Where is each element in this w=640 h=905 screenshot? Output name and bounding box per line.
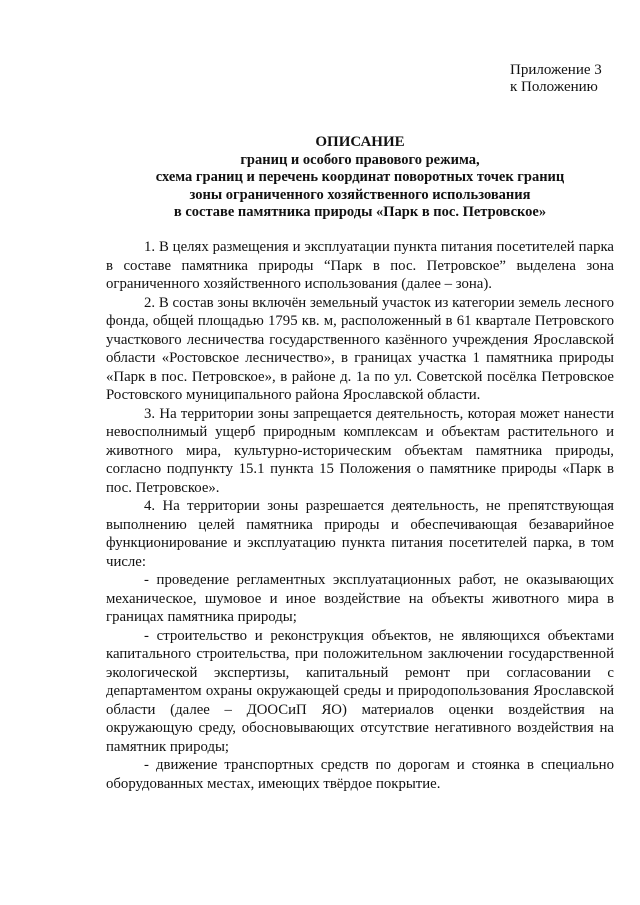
list-item-1: - проведение регламентных эксплуатационных работ, не оказывающих механическое, шумовое и иное воздействие на объекты животного мира в границах памятника природы; — [106, 572, 614, 625]
title-line-4: зоны ограниченного хозяйственного использования — [189, 186, 531, 203]
document-title — [100, 134, 620, 222]
title-line-1: ОПИСАНИЕ — [315, 134, 405, 150]
annex-reference — [510, 62, 602, 96]
title-line-5: в составе памятника природы «Парк в пос. Петровское» — [173, 204, 547, 220]
list-item-3: - движение транспортных средств по дорогам и стоянка в специально оборудованных местах, имеющих твёрдое покрытие. — [106, 757, 614, 792]
title-line-3: схема границ и перечень координат поворотных точек границ — [155, 169, 565, 185]
paragraph-2: 2. В состав зоны включён земельный участок из категории земель лесного фонда, общей площадью 1795 кв. м, расположенный в 61 квартале Петровского участкового лесничества государственного казённого учреждения Ярославской области «Ростовское лесничество», в границах участка 1 памятника природы «Парк в пос. Петровское», в районе д. 1а по ул. Советской посёлка Петровское Ростовского муниципального района Ярославской области. — [106, 294, 614, 403]
annex-line-2: к Положению — [510, 79, 598, 95]
title-line-2: границ и особого правового режима, — [240, 151, 480, 168]
list-item-2: - строительство и реконструкция объектов, не являющихся объектами капитального строительства, при положительном заключении государственной экологической экспертизы, капитальный ремонт при согласовании с департаментом охраны окружающей среды и природопользования Ярославской области (далее – ДООСиП ЯО) материалов оценки воздействия на окружающую среду, обосновывающих отсутствие негативного воздействия на памятник природы; — [106, 627, 614, 755]
annex-line-1: Приложение 3 — [510, 62, 602, 78]
paragraph-1: 1. В целях размещения и эксплуатации пункта питания посетителей парка в составе памятника природы “Парк в пос. Петровское” выделена зона ограниченного хозяйственного использования (далее – зона). — [106, 239, 614, 292]
document-body — [106, 238, 614, 793]
paragraph-4: 4. На территории зоны разрешается деятельность, не препятствующая выполнению целей памятника природы и обеспечивающая безаварийное функционирование и эксплуатацию пункта питания посетителей парка, в том числе: — [106, 498, 614, 570]
paragraph-3: 3. На территории зоны запрещается деятельность, которая может нанести невосполнимый ущерб природным комплексам и объектам растительного и животного мира, культурно-историческим объектам памятника природы, согласно подпункту 15.1 пункта 15 Положения о памятнике природы «Парк в пос. Петровское». — [106, 405, 614, 496]
